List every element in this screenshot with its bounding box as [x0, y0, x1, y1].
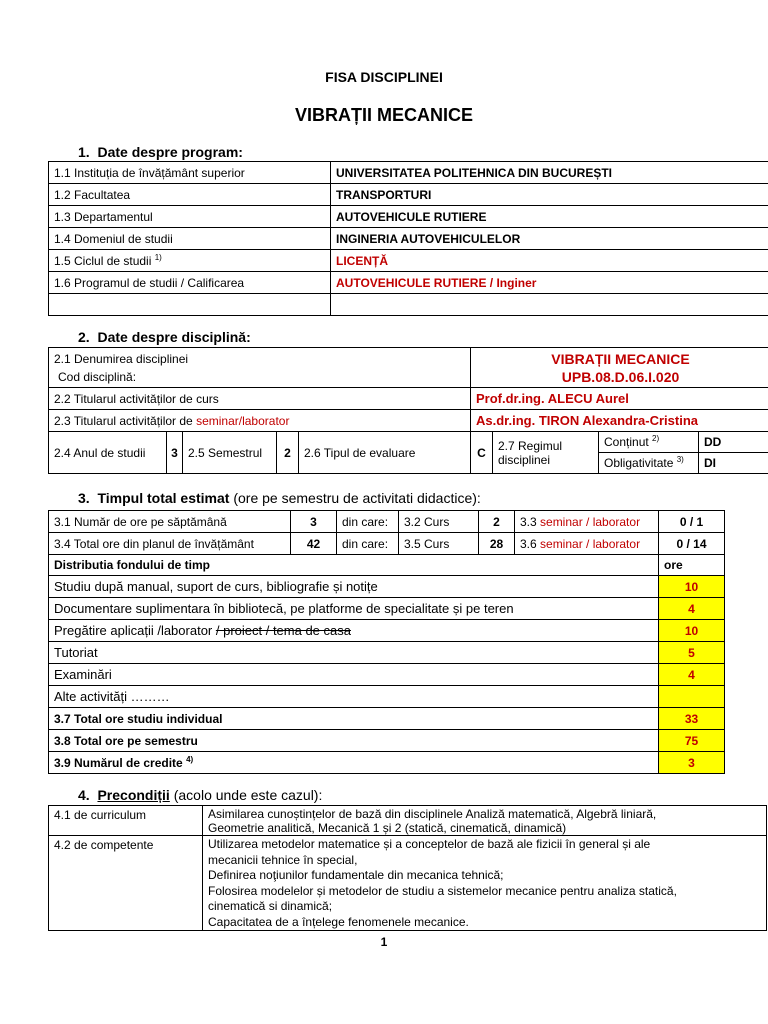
table-row: [49, 664, 725, 686]
table-row: [49, 162, 768, 184]
fund-label: Tutoriat: [49, 642, 659, 664]
mandatory-label: Obligativitate $^{3)}$: [599, 453, 699, 474]
table-row: [49, 184, 768, 206]
section-1-title: Date despre program:: [97, 144, 243, 160]
year-label: 2.4 Anul de studii: [49, 432, 167, 474]
section-2-title: Date despre disciplină:: [97, 329, 251, 345]
lab-value: 0 / 14: [659, 533, 725, 555]
fund-label: Documentare suplimentara în bibliotecă, pe platforme de specialitate și pe teren: [49, 598, 659, 620]
row-value: TRANSPORTURI: [331, 184, 768, 206]
hours-value: 42: [291, 533, 337, 555]
fund-value: 4: [659, 664, 725, 686]
total-value: 33: [659, 708, 725, 730]
precondition-label: 4.1 de curriculum: [49, 806, 203, 836]
code-label: Cod disciplină:: [58, 369, 137, 384]
total-label: 3.9 Numărul de credite $^{4)}$: [49, 752, 659, 774]
table-row: [49, 294, 768, 316]
table-row: [49, 410, 768, 432]
precondition-line: cinematică si dinamică;: [208, 899, 333, 913]
regime-label: 2.7 Regimul disciplinei: [493, 432, 599, 474]
table-row: [49, 511, 725, 533]
row-label: 1.4 Domeniul de studii: [49, 228, 331, 250]
course-label: 3.2 Curs: [399, 511, 479, 533]
table-row: [49, 576, 725, 598]
table-row: [49, 686, 725, 708]
year-value: 3: [167, 432, 183, 474]
precondition-value: [203, 806, 767, 836]
page-number: 1: [380, 935, 388, 949]
table-row: [49, 250, 768, 272]
total-label: 3.8 Total ore pe semestru: [49, 730, 659, 752]
semester-value: 2: [277, 432, 299, 474]
precondition-line: mecanicii tehnice în special,: [208, 852, 358, 867]
mandatory-value: DI: [699, 453, 768, 474]
lab-label: 3.3 seminar / laborator: [515, 511, 659, 533]
fund-label: Pregătire aplicații /laborator / proiect / tema de casa: [49, 620, 659, 642]
table-row: [49, 348, 768, 388]
discipline-table: [48, 347, 768, 474]
fund-value: 4: [659, 598, 725, 620]
table-row: [49, 555, 725, 576]
row-value: As.dr.ing. TIRON Alexandra-Cristina: [471, 410, 768, 432]
time-table: [48, 510, 725, 774]
table-row: [49, 228, 768, 250]
total-value: 3: [659, 752, 725, 774]
row-value: AUTOVEHICULE RUTIERE / Inginer: [331, 272, 768, 294]
row-label: 2.2 Titularul activităților de curs: [49, 388, 471, 410]
row-label: 1.6 Programul de studii / Calificarea: [49, 272, 331, 294]
row-value: Prof.dr.ing. ALECU Aurel: [471, 388, 768, 410]
table-row: [49, 708, 725, 730]
content-value: DD: [699, 432, 768, 453]
fund-value: 10: [659, 620, 725, 642]
fund-header-unit: ore: [659, 555, 725, 576]
precondition-line: Geometrie analitică, Mecanică 1 și 2 (statică, cinematică, dinamică): [208, 821, 567, 835]
row-label: 1.3 Departamentul: [49, 206, 331, 228]
course-label: 3.5 Curs: [399, 533, 479, 555]
row-value: LICENȚĂ: [331, 250, 768, 272]
of-which-label: din care:: [337, 511, 399, 533]
row-label: 1.5 Ciclul de studii $^{1)}$: [49, 250, 331, 272]
precondition-value: [203, 836, 767, 931]
table-row: [49, 388, 768, 410]
content-label: Conținut $^{2)}$: [599, 432, 699, 453]
name-value-cell: [471, 348, 768, 388]
document-title: FISA DISCIPLINEI: [325, 69, 443, 85]
of-which-label: din care:: [337, 533, 399, 555]
eval-label: 2.6 Tipul de evaluare: [299, 432, 471, 474]
table-row: [49, 206, 768, 228]
table-row: [49, 836, 767, 931]
name-label-cell: [49, 348, 471, 388]
hours-value: 3: [291, 511, 337, 533]
row-value: UNIVERSITATEA POLITEHNICA DIN BUCUREȘTI: [331, 162, 768, 184]
row-value: AUTOVEHICULE RUTIERE: [331, 206, 768, 228]
row-label: 3.1 Număr de ore pe săptămână: [49, 511, 291, 533]
semester-label: 2.5 Semestrul: [183, 432, 277, 474]
row-label: 3.4 Total ore din planul de învățământ: [49, 533, 291, 555]
row-label: [49, 294, 331, 316]
section-1-number: 1.: [78, 144, 90, 160]
fund-label: Examinări: [49, 664, 659, 686]
row-label: 2.3 Titularul activităților de seminar/laborator: [49, 410, 471, 432]
table-row: [49, 752, 725, 774]
precondition-label: 4.2 de competente: [49, 836, 203, 931]
table-row: [49, 432, 768, 453]
section-2-heading: [78, 329, 251, 345]
row-value: [331, 294, 768, 316]
fund-label: Alte activități ………: [49, 686, 659, 708]
program-table: [48, 161, 768, 316]
section-3-title: Timpul total estimat: [97, 490, 230, 506]
discipline-code: UPB.08.D.06.I.020: [561, 368, 680, 385]
fund-label: Studiu după manual, suport de curs, bibliografie și notițe: [49, 576, 659, 598]
section-4-number: 4.: [78, 787, 90, 803]
course-value: 2: [479, 511, 515, 533]
section-4-subtitle: (acolo unde este cazul):: [169, 787, 323, 803]
row-value: INGINERIA AUTOVEHICULELOR: [331, 228, 768, 250]
fund-value: 10: [659, 576, 725, 598]
section-3-number: 3.: [78, 490, 90, 506]
total-label: 3.7 Total ore studiu individual: [49, 708, 659, 730]
table-row: [49, 642, 725, 664]
name-label: 2.1 Denumirea disciplinei: [54, 351, 189, 366]
total-value: 75: [659, 730, 725, 752]
course-value: 28: [479, 533, 515, 555]
precondition-line: Asimilarea cunoștințelor de bază din disciplinele Analiză matematică, Algebră liniară,: [208, 807, 657, 821]
section-3-heading: [78, 490, 481, 506]
row-label: 1.2 Facultatea: [49, 184, 331, 206]
section-2-number: 2.: [78, 329, 90, 345]
preconditions-table: [48, 805, 767, 931]
lab-label: 3.6 seminar / laborator: [515, 533, 659, 555]
table-row: [49, 272, 768, 294]
table-row: [49, 620, 725, 642]
row-label: 1.1 Instituția de învățământ superior: [49, 162, 331, 184]
section-4-heading: [78, 787, 322, 803]
section-4-title: Precondiții: [97, 787, 170, 803]
precondition-line: Capacitatea de a înțelege fenomenele mecanice.: [208, 914, 469, 929]
table-row: [49, 730, 725, 752]
table-row: [49, 533, 725, 555]
table-row: [49, 598, 725, 620]
lab-value: 0 / 1: [659, 511, 725, 533]
table-row: [49, 806, 767, 836]
eval-value: C: [471, 432, 493, 474]
discipline-name: VIBRAȚII MECANICE: [551, 350, 690, 367]
fund-value: 5: [659, 642, 725, 664]
fund-value: [659, 686, 725, 708]
precondition-line: Folosirea modelelor și metodelor de studiu a sistemelor mecanice pentru analiza statică,: [208, 883, 677, 898]
section-1-heading: [78, 144, 243, 160]
fund-header: Distributia fondului de timp: [49, 555, 659, 576]
section-3-subtitle: (ore pe semestru de activitati didactice):: [229, 490, 481, 506]
precondition-line: Definirea noţiunilor fundamentale din mecanica tehnică;: [208, 868, 504, 882]
precondition-line: Utilizarea metodelor matematice și a conceptelor de bază ale fizicii în general și ale: [208, 837, 651, 851]
subject-title: VIBRAȚII MECANICE: [294, 105, 473, 125]
